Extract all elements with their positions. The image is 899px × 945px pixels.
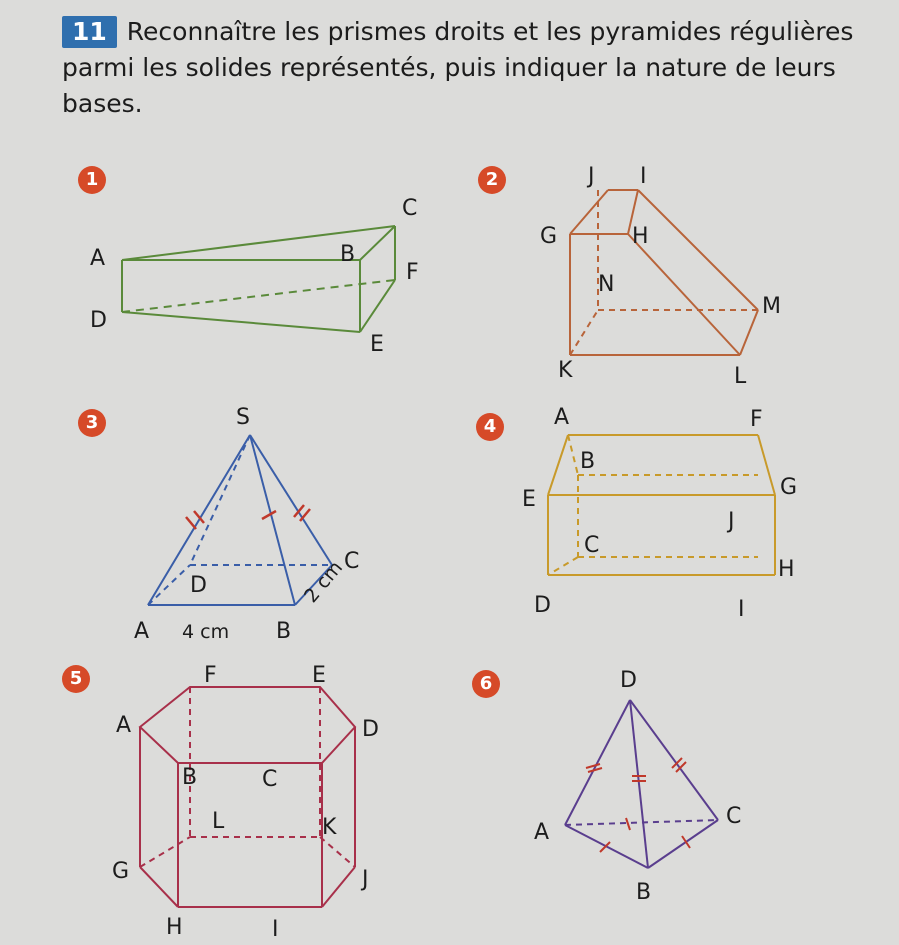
fig4-label-B: B <box>580 449 596 474</box>
fig1-label-F: F <box>406 260 419 285</box>
fig1-label-C: C <box>402 196 418 221</box>
fig4-label-D: D <box>534 593 551 618</box>
fig2-label-J: J <box>588 164 595 189</box>
fig5-label-K: K <box>322 815 337 840</box>
fig6-label-B: B <box>636 880 652 905</box>
figure-4-badge: 4 <box>476 413 504 441</box>
fig4-label-E: E <box>522 487 536 512</box>
figure-4 <box>460 395 880 635</box>
fig5-label-A: A <box>116 713 132 738</box>
figure-2-badge: 2 <box>478 166 506 194</box>
fig4-label-F: F <box>750 407 763 432</box>
fig1-label-E: E <box>370 332 384 357</box>
fig4-label-J: J <box>728 509 735 534</box>
fig4-label-G: G <box>780 475 798 500</box>
fig3-label-A: A <box>134 619 150 644</box>
fig2-label-I: I <box>640 164 647 189</box>
fig3-label-S: S <box>236 405 250 430</box>
fig5-label-B: B <box>182 765 198 790</box>
fig2-label-H: H <box>632 224 649 249</box>
fig2-label-N: N <box>598 272 615 297</box>
fig4-label-H: H <box>778 557 795 582</box>
figure-2 <box>460 160 880 400</box>
fig3-label-C: C <box>344 549 360 574</box>
fig2-label-K: K <box>558 358 573 383</box>
fig5-label-L: L <box>212 809 225 834</box>
figure-5 <box>0 655 460 945</box>
fig5-label-D: D <box>362 717 379 742</box>
figure-6 <box>460 660 880 945</box>
fig3-label-B: B <box>276 619 292 644</box>
fig5-label-J: J <box>362 867 369 892</box>
figure-3 <box>0 395 460 655</box>
fig5-label-I: I <box>272 917 279 942</box>
fig1-label-A: A <box>90 246 106 271</box>
fig5-label-F: F <box>204 663 217 688</box>
figure-3-drawing <box>0 395 460 655</box>
figure-1 <box>0 160 460 390</box>
fig6-label-C: C <box>726 804 742 829</box>
fig3-label-D: D <box>190 573 207 598</box>
fig5-label-E: E <box>312 663 326 688</box>
figure-6-drawing <box>460 660 880 945</box>
fig2-label-L: L <box>734 364 747 389</box>
fig6-label-D: D <box>620 668 637 693</box>
exercise-number: 11 <box>62 16 117 48</box>
figure-6-badge: 6 <box>472 670 500 698</box>
figure-3-badge: 3 <box>78 409 106 437</box>
fig4-label-A: A <box>554 405 570 430</box>
fig5-label-H: H <box>166 915 183 940</box>
fig4-label-C: C <box>584 533 600 558</box>
figure-4-drawing <box>460 395 880 635</box>
fig2-label-G: G <box>540 224 558 249</box>
figure-1-badge: 1 <box>78 166 106 194</box>
fig5-label-C: C <box>262 767 278 792</box>
fig2-label-M: M <box>762 294 781 319</box>
fig5-label-G: G <box>112 859 130 884</box>
exercise-header <box>62 14 882 122</box>
fig1-label-B: B <box>340 242 356 267</box>
fig3-dimension-ab: 4 cm <box>182 621 230 643</box>
figure-5-drawing <box>0 655 460 945</box>
figure-2-drawing <box>460 160 880 400</box>
fig3-dimension-bc: 2 cm <box>300 556 348 608</box>
fig1-label-D: D <box>90 308 107 333</box>
exercise-instruction: Reconnaître les prismes droits et les pyramides régulières parmi les solides représentés, puis indiquer la nature de leurs bases. <box>62 17 854 118</box>
fig6-label-A: A <box>534 820 550 845</box>
figure-5-badge: 5 <box>62 665 90 693</box>
figure-1-drawing <box>0 160 460 390</box>
fig4-label-I: I <box>738 597 745 622</box>
